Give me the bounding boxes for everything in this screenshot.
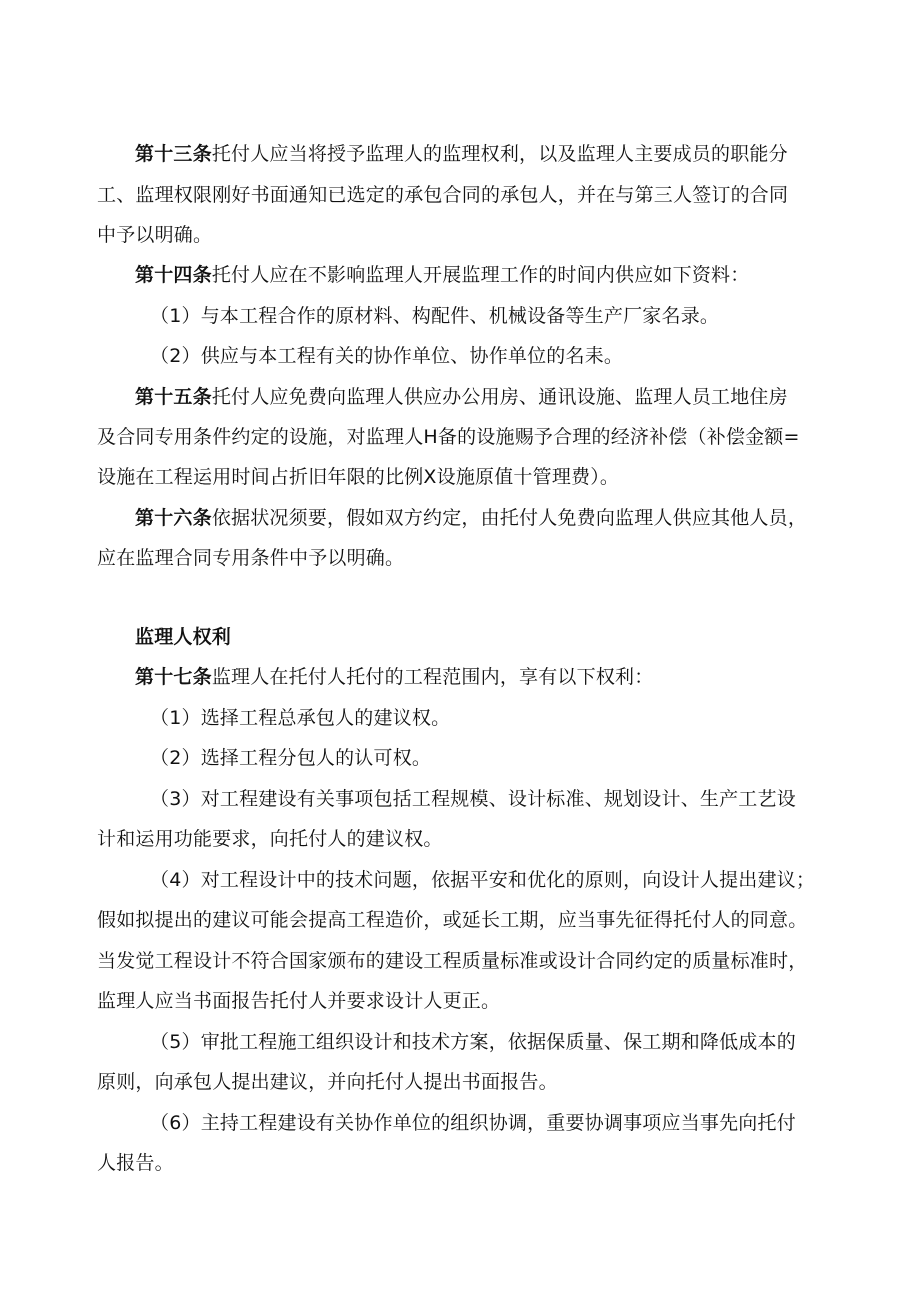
section-title: 监理人权利 [135, 626, 232, 648]
article-14-item-1: （1）与本工程合作的原材料、构配件、机械设备等生产厂家名录。 [150, 305, 720, 327]
article-15-line-2: 及合同专用条件约定的设施，对监理人H备的设施赐予合理的经济补偿（补偿金额= [97, 426, 800, 448]
article-14-heading: 第十四条 [135, 264, 212, 286]
article-17-item-5-line-1: （5）审批工程施工组织设计和技术方案，依据保质量、保工期和降低成本的 [150, 1031, 796, 1053]
article-13-heading: 第十三条 [135, 143, 212, 165]
article-17-item-6-line-2: 人报告。 [97, 1152, 174, 1174]
article-14-line-1 [135, 262, 749, 288]
article-16-heading: 第十六条 [135, 507, 212, 529]
article-13-line-3: 中予以明确。 [97, 224, 213, 246]
article-16-line-2: 应在监理合同专用条件中予以明确。 [97, 547, 405, 569]
article-16-text: 依据状况须要，假如双方约定，由托付人免费向监理人供应其他人员， [211, 507, 808, 529]
article-15-line-3: 设施在工程运用时间占折旧年限的比例X设施原值十管理费）。 [97, 466, 620, 488]
article-17-item-4-line-3: 当发觉工程设计不符合国家颁布的建设工程质量标准或设计合同约定的质量标准时， [97, 950, 808, 972]
article-16-line-1 [135, 505, 807, 531]
article-17-item-5-line-2: 原则，向承包人提出建议，并向托付人提出书面报告。 [97, 1071, 558, 1093]
article-13-text: 托付人应当将授予监理人的监理权利，以及监理人主要成员的职能分 [211, 143, 788, 165]
article-15-text: 托付人应免费向监理人供应办公用房、通讯设施、监理人员工地住房 [211, 386, 788, 408]
article-17-item-4-line-1: （4）对工程设计中的技术问题，依据平安和优化的原则，向设计人提出建议； [150, 869, 816, 891]
article-15-heading: 第十五条 [135, 386, 212, 408]
article-17-line-1 [135, 664, 653, 690]
article-17-item-3-line-1: （3）对工程建设有关事项包括工程规模、设计标准、规划设计、生产工艺设 [150, 788, 796, 810]
article-17-heading: 第十七条 [135, 666, 212, 688]
article-13-line-2: 工、监理权限刚好书面通知已选定的承包合同的承包人，并在与第三人签订的合同 [97, 184, 789, 206]
article-17-item-6-line-1: （6）主持工程建设有关协作单位的组织协调，重要协调事项应当事先向托付 [150, 1112, 796, 1134]
article-17-item-2: （2）选择工程分包人的认可权。 [150, 747, 432, 769]
article-14-item-2: （2）供应与本工程有关的协作单位、协作单位的名耒。 [150, 345, 624, 367]
article-13-line-1 [135, 141, 788, 167]
article-17-item-4-line-2: 假如拟提出的建议可能会提高工程造价，或延长工期，应当事先征得托付人的同意。 [97, 909, 808, 931]
article-17-item-3-line-2: 计和运用功能要求，向托付人的建议权。 [97, 828, 443, 850]
article-14-text: 托付人应在不影响监理人开展监理工作的时间内供应如下资料： [211, 264, 750, 286]
article-17-text: 监理人在托付人托付的工程范围内，享有以下权利： [211, 666, 654, 688]
article-17-item-1: （1）选择工程总承包人的建议权。 [150, 707, 451, 729]
article-15-line-1 [135, 384, 788, 410]
article-17-item-4-line-4: 监理人应当书面报告托付人并要求设计人更正。 [97, 990, 501, 1012]
